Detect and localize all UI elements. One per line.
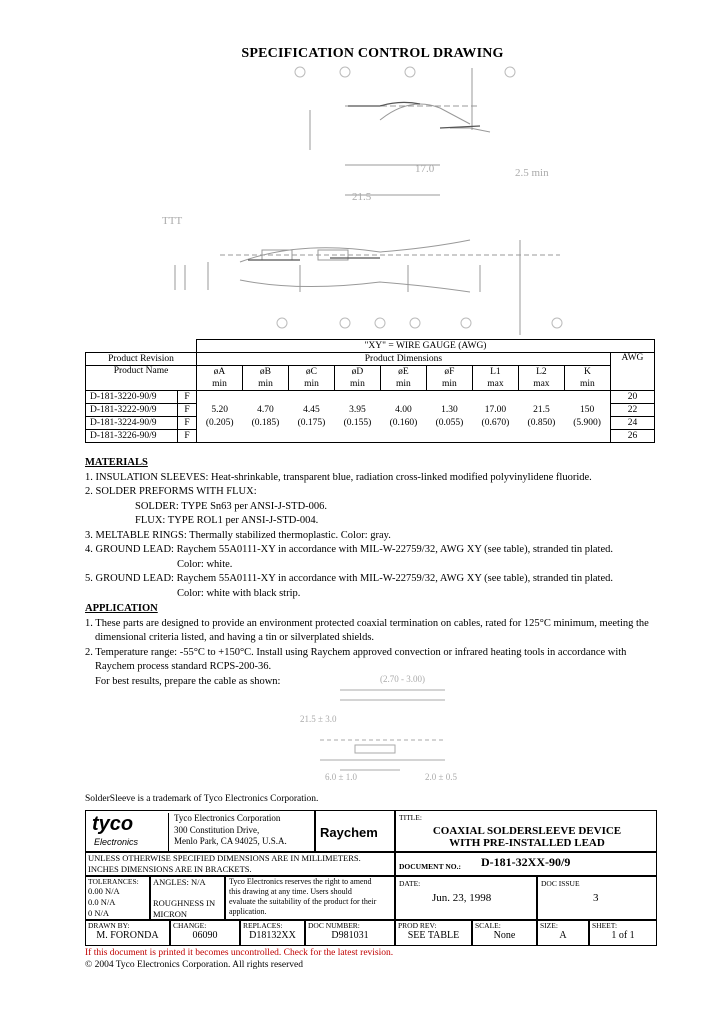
change-label: CHANGE:: [173, 921, 207, 930]
doc-issue-box: [537, 876, 657, 920]
table-row-rev: F: [178, 391, 197, 404]
dim-label-top2: 2.5 min: [515, 167, 549, 179]
company-address: [168, 813, 287, 852]
company-block: [85, 810, 315, 852]
table-row-name: D-181-3222-90/9: [86, 404, 178, 417]
doc-number-value: D981031: [331, 930, 369, 941]
rights-line: this drawing at any time. Users should: [229, 887, 352, 896]
table-row-name: D-181-3224-90/9: [86, 417, 178, 430]
materials-line: 4. GROUND LEAD: Raychem 55A0111-XY in accordance with MIL-W-22759/32, AWG XY (see table), stranded tin plated.: [85, 544, 614, 555]
change-box: [170, 920, 240, 946]
date-box: [395, 876, 537, 920]
tyco-logo: tyco: [92, 813, 134, 835]
replaces-label: REPLACES:: [243, 921, 283, 930]
sheet-value: 1 of 1: [611, 930, 635, 941]
prep-label: 21.5 ± 3.0: [300, 714, 337, 724]
table-row-awg: 22: [610, 404, 654, 417]
doc-no-label: DOCUMENT NO.:: [399, 862, 461, 871]
dim-label-top1: 17.0: [415, 163, 435, 175]
doc-title-line2: WITH PRE-INSTALLED LEAD: [449, 837, 605, 849]
dims-note-line: UNLESS OTHERWISE SPECIFIED DIMENSIONS ARE IN MILLIMETERS.: [88, 853, 361, 863]
date-label: DATE:: [399, 879, 421, 888]
angles-value: ANGLES: N/A: [153, 877, 206, 887]
value-mm: 3.95: [349, 404, 366, 415]
doc-issue-value: 3: [593, 892, 599, 904]
scale-box: [472, 920, 537, 946]
materials-section: [85, 456, 613, 601]
materials-line: FLUX: TYPE ROL1 per ANSI-J-STD-004.: [135, 515, 319, 526]
dimensions-note: [85, 852, 395, 876]
col-unit: min: [564, 378, 610, 391]
prod-rev-value: SEE TABLE: [407, 930, 460, 941]
value-mm: 21.5: [533, 404, 550, 415]
dims-note-line: INCHES DIMENSIONS ARE IN BRACKETS.: [88, 864, 252, 874]
value-mm: 5.20: [197, 404, 243, 417]
size-label: SIZE:: [540, 921, 558, 930]
col-unit: max: [518, 378, 564, 391]
table-row-name: D-181-3226-90/9: [86, 430, 178, 443]
col-sym: L1: [472, 366, 518, 379]
value-in: (0.155): [343, 417, 372, 428]
title-label: TITLE:: [399, 813, 422, 822]
col-sym: øD: [334, 366, 380, 379]
materials-line: 1. INSULATION SLEEVES: Heat-shrinkable, transparent blue, radiation cross-linked modified polyvinylidene fluoride.: [85, 471, 592, 483]
value-mm: 4.00: [395, 404, 412, 415]
document-number: D-181-32XX-90/9: [481, 855, 571, 869]
copyright: © 2004 Tyco Electronics Corporation. All rights reserved: [85, 960, 303, 970]
address-line: Menlo Park, CA 94025, U.S.A.: [174, 836, 287, 846]
materials-heading: MATERIALS: [85, 457, 148, 468]
table-row-rev: F: [178, 430, 197, 443]
product-drawing: [0, 0, 720, 340]
materials-line: Color: white.: [177, 558, 233, 570]
tolerance-value: 0.0 N/A: [88, 897, 116, 907]
product-dimensions-header: Product Dimensions: [197, 353, 611, 366]
prep-label: 2.0 ± 0.5: [425, 772, 457, 782]
col-unit: min: [242, 378, 288, 391]
application-line: Raychem process standard RCPS-200-36.: [95, 661, 272, 672]
col-unit: min: [334, 378, 380, 391]
value-mm: 1.30: [441, 404, 458, 415]
drawn-by-label: DRAWN BY:: [88, 921, 130, 930]
dim-label-side: TTT: [162, 215, 183, 227]
col-unit: max: [472, 378, 518, 391]
col-unit: min: [380, 378, 426, 391]
value-mm: 17.00: [484, 404, 507, 415]
trademark-note: SolderSleeve is a trademark of Tyco Electronics Corporation.: [85, 794, 319, 804]
table-row-awg: 26: [610, 430, 654, 443]
rights-note: [225, 876, 395, 920]
micron-label: MICRON: [153, 909, 188, 919]
value-in: (0.850): [527, 417, 556, 428]
application-line: 2. Temperature range: -55°C to +150°C. Install using Raychem approved convection or infrared heating tools in accordance with: [85, 646, 627, 658]
title-box: [395, 810, 657, 852]
rights-line: application.: [229, 907, 267, 916]
replaces-box: [240, 920, 305, 946]
col-sym: øF: [426, 366, 472, 379]
table-row-awg: 20: [610, 391, 654, 404]
value-in: (5.900): [564, 417, 610, 430]
prep-label: (2.70 - 3.00): [380, 674, 425, 684]
application-line: dimensional criteria listed, and having a tin or silverplated shields.: [95, 632, 375, 643]
value-in: (0.670): [481, 417, 510, 428]
value-in: (0.160): [389, 417, 418, 428]
prep-label: 6.0 ± 1.0: [325, 772, 357, 782]
tolerances-label: TOLERANCES:: [88, 877, 139, 886]
value-mm: 4.70: [257, 404, 274, 415]
product-revision-header: Product Revision: [86, 353, 197, 366]
materials-line: Color: white with black strip.: [177, 587, 301, 599]
replaces-value: D18132XX: [249, 930, 296, 941]
materials-line: 2. SOLDER PREFORMS WITH FLUX:: [85, 486, 257, 497]
col-sym: K: [564, 366, 610, 379]
doc-number-label: DOC NUMBER:: [308, 921, 360, 930]
roughness-label: ROUGHNESS IN: [153, 898, 216, 908]
address-line: Tyco Electronics Corporation: [174, 813, 281, 823]
product-name-header: Product Name: [86, 366, 197, 391]
col-unit: min: [288, 378, 334, 391]
materials-line: 5. GROUND LEAD: Raychem 55A0111-XY in accordance with MIL-W-22759/32, AWG XY (see table), stranded tin plated.: [85, 573, 614, 584]
col-unit: min: [426, 378, 472, 391]
application-heading: APPLICATION: [85, 603, 158, 614]
raychem-logo: Raychem: [320, 825, 378, 840]
value-in: (0.175): [297, 417, 326, 428]
value-mm: 150: [564, 404, 610, 417]
tolerances-box: [85, 876, 150, 920]
application-section: [85, 602, 649, 689]
value-in: (0.185): [251, 417, 280, 428]
value-in: (0.205): [197, 417, 243, 430]
col-sym: L2: [518, 366, 564, 379]
wire-gauge-header: "XY" = WIRE GAUGE (AWG): [197, 340, 655, 353]
tolerance-value: 0 N/A: [88, 908, 110, 918]
sheet-box: [589, 920, 657, 946]
angles-box: [150, 876, 225, 920]
value-in: (0.055): [435, 417, 464, 428]
drawn-by-box: [85, 920, 170, 946]
scale-label: SCALE:: [475, 921, 501, 930]
col-sym: øE: [380, 366, 426, 379]
table-row-name: D-181-3220-90/9: [86, 391, 178, 404]
table-row-rev: F: [178, 404, 197, 417]
col-sym: øB: [242, 366, 288, 379]
materials-line: 3. MELTABLE RINGS: Thermally stabilized thermoplastic. Color: gray.: [85, 529, 391, 541]
date-value: Jun. 23, 1998: [432, 892, 492, 904]
tolerance-value: 0.00 N/A: [88, 886, 120, 896]
prod-rev-box: [395, 920, 472, 946]
rights-line: evaluate the suitability of the product for their: [229, 897, 377, 906]
size-box: [537, 920, 589, 946]
dim-label-top3: 21.5: [352, 191, 372, 203]
tyco-logo-sub: Electronics: [94, 837, 139, 847]
product-dimensions-table: [85, 339, 655, 443]
change-value: 06090: [192, 930, 218, 941]
drawn-by-value: M. FORONDA: [96, 930, 159, 941]
doc-title-line1: COAXIAL SOLDERSLEEVE DEVICE: [432, 825, 622, 837]
prod-rev-label: PROD REV:: [398, 921, 437, 930]
scale-value: None: [493, 930, 516, 941]
rights-line: Tyco Electronics reserves the right to amend: [229, 877, 372, 886]
table-row-awg: 24: [610, 417, 654, 430]
sheet-label: SHEET:: [592, 921, 618, 930]
value-mm: 4.45: [303, 404, 320, 415]
address-line: 300 Constitution Drive,: [174, 824, 260, 835]
application-line: 1. These parts are designed to provide an environment protected coaxial termination on cables, rated for 125°C minimum, meeting the: [85, 617, 649, 629]
table-row-rev: F: [178, 417, 197, 430]
doc-issue-label: DOC ISSUE: [541, 879, 580, 888]
doc-number-box: [305, 920, 395, 946]
col-unit: min: [197, 378, 243, 391]
raychem-logo-box: [315, 810, 395, 852]
size-value: A: [559, 930, 567, 941]
page-title: SPECIFICATION CONTROL DRAWING: [241, 46, 504, 61]
materials-line: SOLDER: TYPE Sn63 per ANSI-J-STD-006.: [135, 500, 328, 512]
document-number-box: [395, 852, 657, 876]
col-sym: øA: [197, 366, 243, 379]
application-line: For best results, prepare the cable as shown:: [95, 675, 281, 687]
awg-header: AWG: [610, 353, 654, 391]
uncontrolled-warning: If this document is printed it becomes uncontrolled. Check for the latest revision.: [85, 948, 394, 958]
col-sym: øC: [288, 366, 334, 379]
